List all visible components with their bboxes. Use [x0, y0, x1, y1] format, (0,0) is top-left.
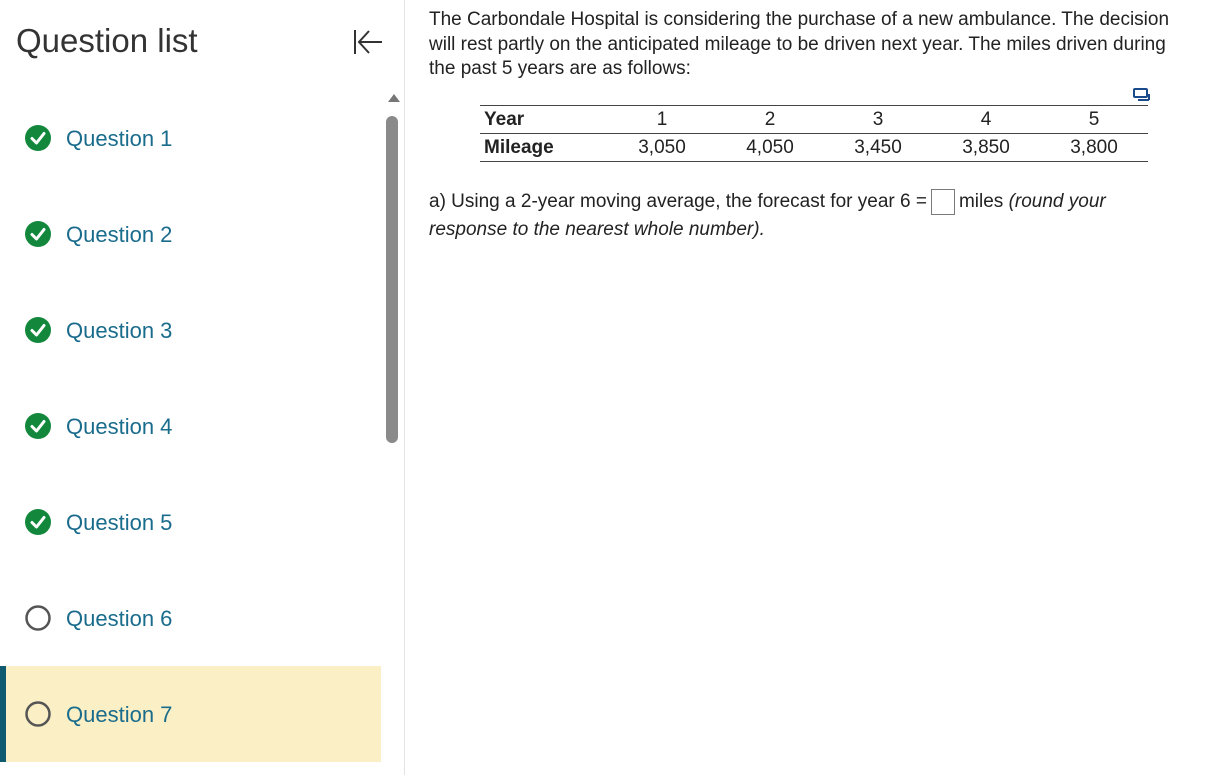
copy-to-clipboard-icon[interactable]	[1132, 86, 1152, 106]
checkmark-circle-icon	[24, 508, 52, 536]
table-cell: 3,800	[1040, 134, 1148, 162]
table-cell: 3	[824, 106, 932, 134]
table-cell: 2	[716, 106, 824, 134]
question-label[interactable]: Question 4	[66, 414, 173, 439]
question-item-5[interactable]	[0, 474, 381, 570]
table-cell: 5	[1040, 106, 1148, 134]
checkmark-circle-icon	[24, 316, 52, 344]
question-label[interactable]: Question 2	[66, 222, 173, 247]
row-header-year: Year	[480, 106, 608, 134]
question-label[interactable]: Question 3	[66, 318, 173, 343]
question-label[interactable]: Question 7	[66, 702, 173, 727]
empty-circle-icon	[24, 604, 52, 632]
question-item-4[interactable]	[0, 378, 381, 474]
panel-divider	[404, 0, 405, 775]
question-content	[429, 8, 1199, 240]
scroll-up-arrow-icon[interactable]	[388, 94, 400, 102]
empty-circle-icon	[24, 700, 52, 728]
table-row	[480, 134, 1148, 162]
row-header-mileage: Mileage	[480, 134, 608, 162]
current-question-indicator	[0, 666, 6, 762]
part-a-prefix: a) Using a 2-year moving average, the forecast for year 6 =	[429, 191, 927, 212]
rounding-note: (round your response to the nearest whole number).	[429, 191, 1106, 240]
table-cell: 1	[608, 106, 716, 134]
question-item-6[interactable]	[0, 570, 381, 666]
question-label[interactable]: Question 1	[66, 126, 173, 151]
part-a-suffix: miles	[958, 191, 1004, 212]
table-cell: 3,850	[932, 134, 1040, 162]
question-item-2[interactable]	[0, 186, 381, 282]
checkmark-circle-icon	[24, 412, 52, 440]
table-cell: 3,450	[824, 134, 932, 162]
question-text: The Carbondale Hospital is considering the purchase of a new ambulance. The decision will rest partly on the anticipated mileage to be driven next year. The miles driven during the past 5 years are as follows:	[429, 9, 1170, 79]
table-cell: 4,050	[716, 134, 824, 162]
table-cell: 4	[932, 106, 1040, 134]
table-row	[480, 106, 1148, 134]
question-item-7[interactable]	[0, 666, 381, 762]
collapse-panel-button[interactable]	[350, 24, 386, 60]
table-cell: 3,050	[608, 134, 716, 162]
mileage-table	[480, 105, 1148, 162]
question-label[interactable]: Question 6	[66, 606, 173, 631]
question-list-panel	[0, 0, 381, 775]
checkmark-circle-icon	[24, 220, 52, 248]
question-item-1[interactable]	[0, 90, 381, 186]
collapse-left-icon	[350, 24, 386, 60]
question-item-3[interactable]	[0, 282, 381, 378]
sidebar-title: Question list	[16, 22, 198, 59]
checkmark-circle-icon	[24, 124, 52, 152]
question-label[interactable]: Question 5	[66, 510, 173, 535]
answer-input[interactable]	[931, 189, 955, 215]
scrollbar-thumb[interactable]	[386, 116, 398, 443]
part-a-prompt	[429, 188, 1189, 244]
